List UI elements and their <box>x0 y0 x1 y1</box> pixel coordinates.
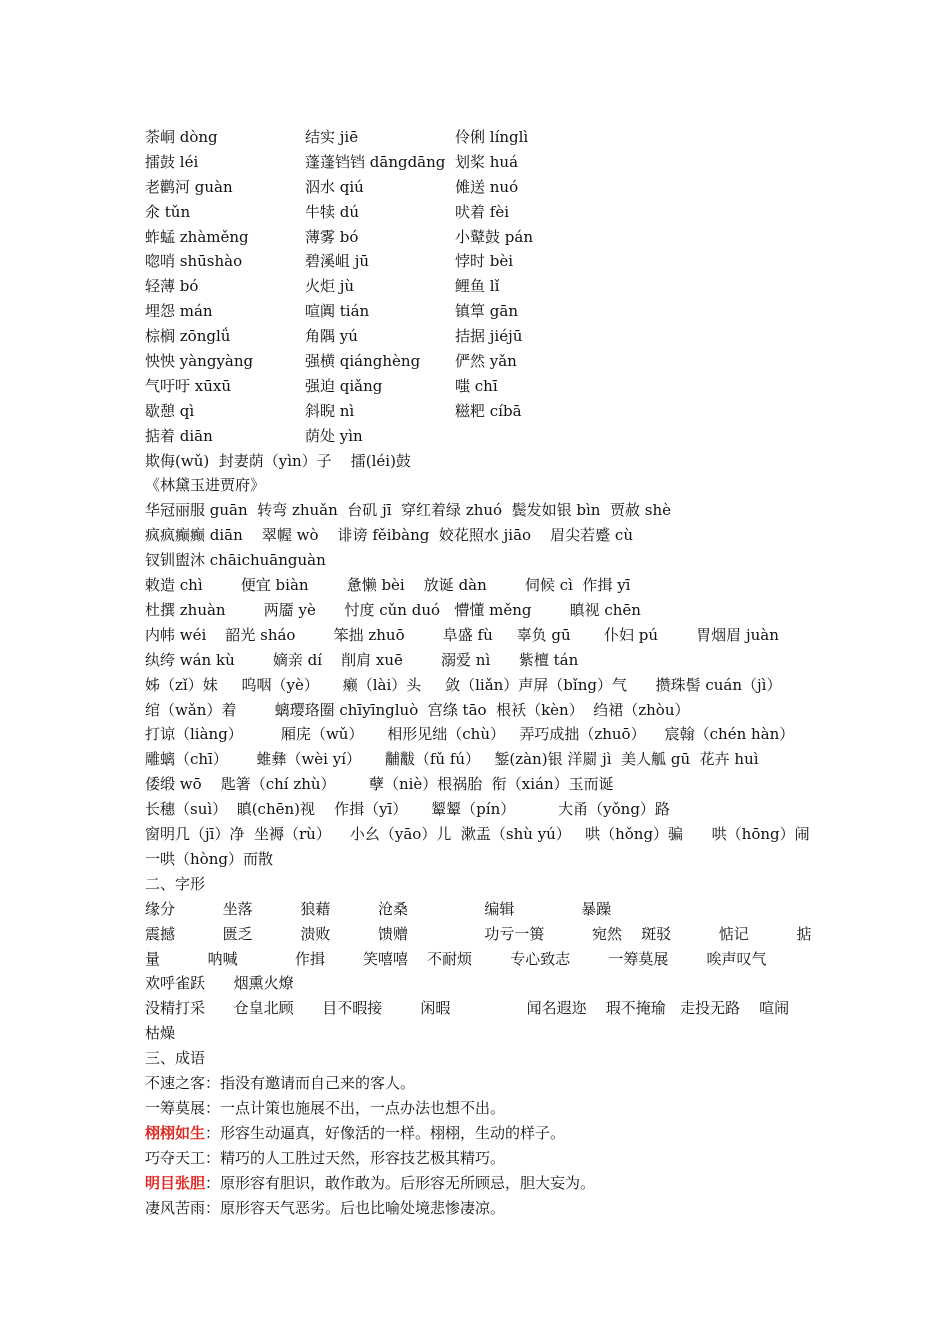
pinyin-entry: 鲤鱼 lǐ <box>455 277 500 296</box>
idiom-definition: ：形容生动逼真，好像活的一样。栩栩，生动的样子。 <box>205 1123 566 1142</box>
text-line: 欺侮(wǔ) 封妻荫（yìn）子 擂(léi)鼓 <box>145 451 411 470</box>
pinyin-row <box>145 274 813 299</box>
pinyin-row <box>145 225 813 250</box>
pinyin-row <box>145 399 813 424</box>
idiom-term: 栩栩如生 <box>145 1123 206 1142</box>
pinyin-row <box>145 175 813 200</box>
idiom-item <box>145 1071 813 1096</box>
document-body <box>145 125 839 1220</box>
pinyin-entry: 嗤 chī <box>455 376 498 395</box>
text-paragraph: 长穗（suì） 瞋(chēn)视 作揖（yī） 颦颦（pín） 大甬（yǒng）路 <box>145 800 670 819</box>
pinyin-entry: 伶俐 línglì <box>455 128 529 146</box>
text-line: 敕造 chì 便宜 biàn 惫懒 bèi 放诞 dàn 伺候 cì 作揖 yī <box>145 576 631 595</box>
pinyin-entry: 碧溪岨 jū <box>305 252 370 271</box>
idiom-term: 巧夺天工 <box>145 1148 206 1167</box>
pinyin-row <box>145 249 813 274</box>
pinyin-entry: 蚱蜢 zhàměng <box>145 227 249 246</box>
pinyin-row <box>145 424 813 449</box>
pinyin-row <box>145 374 813 399</box>
word-line: 缘分 坐落 狼藉 沧桑 编辑 暴躁 <box>145 899 612 918</box>
idiom-term: 不速之客 <box>145 1074 206 1093</box>
text-paragraph: 内帏 wéi 韶光 sháo 笨拙 zhuō 阜盛 fù 辜负 gū 仆妇 pú 胃烟眉 juàn 纨绔 wán kù 嫡亲 dí 削肩 xuē 溺爱 nì 紫檀 tán <box>145 625 818 669</box>
pinyin-entry: 强横 qiánghèng <box>305 352 421 371</box>
idiom-definition: ：指没有邀请而自己来的客人。 <box>205 1074 416 1093</box>
pinyin-row <box>145 125 813 150</box>
pinyin-entry: 泅水 qiú <box>305 177 364 196</box>
pinyin-row <box>145 200 813 225</box>
section-title-glyphs: 二、字形 <box>145 874 206 893</box>
idiom-definition: ：精巧的人工胜过天然，形容技艺极其精巧。 <box>205 1148 506 1167</box>
idiom-item <box>145 1171 813 1196</box>
text-line: 华冠丽服 guān 转弯 zhuǎn 台矶 jī 穿红着绿 zhuó 鬓发如银 bìn 贾赦 shè <box>145 501 671 520</box>
pinyin-entry: 荼峒 dòng <box>145 128 218 146</box>
pinyin-entry: 气吁吁 xūxū <box>145 376 232 395</box>
pinyin-row <box>145 324 813 349</box>
idiom-definition: ：原形容有胆识，敢作敢为。后形容无所顾忌，胆大妄为。 <box>205 1173 596 1192</box>
pinyin-entry: 喧阗 tián <box>305 302 370 321</box>
idiom-item <box>145 1121 813 1146</box>
pinyin-entry: 斜睨 nì <box>305 401 355 420</box>
pinyin-entry: 角隅 yú <box>305 327 358 346</box>
idiom-item <box>145 1196 813 1221</box>
text-paragraph: 倭缎 wō 匙箸（chí zhù） 孽（niè）根祸胎 衔（xián）玉而诞 <box>145 775 614 794</box>
pinyin-entry: 俨然 yǎn <box>455 352 517 371</box>
text-paragraph: 窗明几（jī）净 坐褥（rù） 小幺（yāo）儿 漱盂（shù yú） 哄（hǒng）骗 哄（hōng）闹 一哄（hòng）而散 <box>145 825 839 868</box>
pinyin-entry: 火炬 jù <box>305 277 355 296</box>
pinyin-entry: 薄雾 bó <box>305 227 359 246</box>
pinyin-entry: 荫处 yìn <box>305 426 363 445</box>
pinyin-entry: 蓬蓬铛铛 dāngdāng <box>305 152 446 171</box>
text-line: 钗钏盥沐 chāichuānguàn <box>145 551 326 570</box>
pinyin-entry: 棕榈 zōnglǘ <box>145 327 231 346</box>
pinyin-entry: 糍粑 cíbā <box>455 401 522 420</box>
pinyin-entry: 牛犊 dú <box>305 202 360 221</box>
pinyin-row <box>145 349 813 374</box>
glyph-word-list <box>145 897 824 1046</box>
pinyin-entry: 拮据 jiéjū <box>455 327 523 346</box>
pinyin-row <box>145 299 813 324</box>
pinyin-entry: 歇憩 qì <box>145 401 195 420</box>
section-title-idioms: 三、成语 <box>145 1049 206 1068</box>
idiom-list <box>145 1071 813 1220</box>
pinyin-entry: 小鼙鼓 pán <box>455 227 533 246</box>
pinyin-entry: 悖时 bèi <box>455 252 514 271</box>
pinyin-row <box>145 150 813 175</box>
pinyin-entry: 轻薄 bó <box>145 277 199 296</box>
pinyin-entry: 氽 tǔn <box>145 202 191 221</box>
text-paragraph: 姊（zǐ）妹 呜咽（yè） 癞（lài）头 敛（liǎn）声屏（bǐng）气 攒珠髻 cuán（jì） <box>145 675 782 694</box>
pinyin-entry: 怏怏 yàngyàng <box>145 352 254 371</box>
pinyin-entry: 埋怨 mán <box>145 302 213 321</box>
pinyin-entry: 吠着 fèi <box>455 202 509 221</box>
word-line: 震撼 匮乏 溃败 馈赠 功亏一篑 宛然 斑驳 惦记 掂量 呐喊 作揖 笑嘻嘻 不耐烦 专心致志 一筹莫展 唉声叹气 欢呼雀跃 烟熏火燎 <box>145 924 824 993</box>
pinyin-entry: 掂着 diān <box>145 426 213 445</box>
pinyin-table <box>145 125 813 449</box>
pinyin-entry: 傩送 nuó <box>455 177 519 196</box>
text-line: 杜撰 zhuàn 两靥 yè 忖度 cǔn duó 懵懂 měng 瞋视 chēn <box>145 600 641 619</box>
text-paragraph: 绾（wǎn）着 螭璎珞圈 chīyīngluò 宫绦 tāo 根袄（kèn） 绉裙（zhòu） <box>145 700 690 719</box>
pinyin-entry: 擂鼓 léi <box>145 152 199 171</box>
idiom-term: 凄风苦雨 <box>145 1198 206 1217</box>
idiom-item <box>145 1096 813 1121</box>
pronunciation-lines <box>145 449 813 623</box>
idiom-definition: ：原形容天气恶劣。后也比喻处境悲惨凄凉。 <box>205 1198 506 1217</box>
pinyin-entry: 镇筸 gān <box>455 302 518 321</box>
text-line: 《林黛玉进贾府》 <box>145 476 266 495</box>
idiom-term: 一筹莫展 <box>145 1098 206 1117</box>
idiom-item <box>145 1146 813 1171</box>
pronunciation-wrapped-lines <box>145 623 839 872</box>
pinyin-entry: 划桨 huá <box>455 152 519 171</box>
pinyin-entry: 强迫 qiǎng <box>305 376 383 395</box>
word-line: 没精打采 仓皇北顾 目不暇接 闲暇 闻名遐迩 瑕不掩瑜 走投无路 喧闹 枯燥 <box>145 999 818 1043</box>
text-paragraph: 打谅（liàng） 厢庑（wǔ） 相形见绌（chù） 弄巧成拙（zhuō） 宸翰（chén hàn） 雕螭（chī） 蜼彝（wèi yí） 黼黻（fǔ fú） 錾(zàn)银 洋罽 jì 美人觚 gū 花卉 huì <box>145 725 828 769</box>
text-line: 疯疯癫癫 diān 翠幄 wò 诽谤 fěibàng 姣花照水 jiāo 眉尖若蹙 cù <box>145 526 633 545</box>
idiom-definition: ：一点计策也施展不出，一点办法也想不出。 <box>205 1098 506 1117</box>
pinyin-entry: 唿哨 shūshào <box>145 252 243 271</box>
pinyin-entry: 老鹳河 guàn <box>145 177 233 196</box>
idiom-term: 明目张胆 <box>145 1173 206 1192</box>
pinyin-entry: 结实 jiē <box>305 128 359 146</box>
